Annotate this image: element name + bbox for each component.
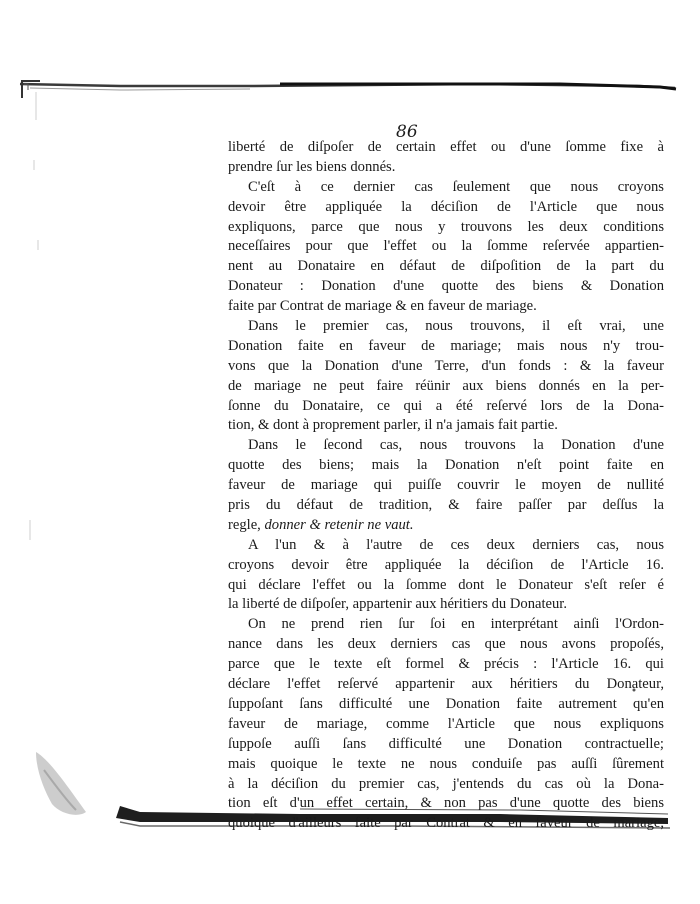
text-line: pris du défaut de tradition, & faire paſſer par deſſus la: [228, 497, 664, 514]
text-line: de mariage ne peut faire réünir aux biens donnés en la per-: [228, 377, 664, 394]
text-line: croyons devoir être appliquée la déciſion de l'Article 16.: [228, 556, 664, 573]
text-line: quotte des biens; mais la Donation n'eſt point faite en: [228, 457, 664, 474]
page-text: [228, 138, 664, 834]
text-line: ſuppoſe auſſi ſans difficulté une Donation contractuelle;: [228, 735, 664, 752]
text-line: A l'un & à l'autre de ces deux derniers cas, nous: [248, 536, 664, 553]
text-line: prendre ſur les biens donnés.: [228, 158, 396, 175]
italic-maxim: donner & retenir ne vaut.: [264, 516, 414, 533]
text-line: faveur de mariage qui puiſſe couvrir le moyen de nullité: [228, 477, 664, 494]
text-line: tion eſt d'un effet certain, & non pas d'une quotte des biens: [228, 795, 664, 812]
text-line: faveur de mariage, comme l'Article que nous expliquons: [228, 715, 664, 732]
text-line: Dans le ſecond cas, nous trouvons la Donation d'une: [248, 437, 664, 454]
text-line: parce que le texte eſt formel & précis : l'Article 16. qui: [228, 656, 664, 673]
text-line: liberté de diſpoſer de certain effet ou d'une ſomme fixe à: [228, 139, 664, 155]
text-line: mais quoique le texte ne nous conduiſe pas auſſi ſûrement: [228, 755, 664, 772]
text-line: expliquons, parce que nous y trouvons les deux conditions: [228, 218, 664, 235]
text-line: nance dans les deux derniers cas que nous avons propoſés,: [228, 636, 664, 653]
text-line: On ne prend rien ſur ſoi en interprétant ainſi l'Ordon-: [248, 616, 664, 633]
page-number: 86: [396, 122, 418, 142]
text-line: devoir être appliquée la déciſion de l'Article que nous: [228, 198, 664, 215]
text-line: C'eſt à ce dernier cas ſeulement que nous croyons: [248, 178, 664, 195]
text-line: tion, & dont à proprement parler, il n'a jamais fait partie.: [228, 417, 558, 434]
text-line: la liberté de diſpoſer, appartenir aux héritiers du Donateur.: [228, 596, 567, 613]
text-line: quoique d'ailleurs faite par Contrat & en faveur de mariage,: [228, 815, 664, 832]
text-line: Donation faite en faveur de mariage; mais nous n'y trou-: [228, 337, 664, 354]
text-line: ſuppoſant ſans difficulté une Donation faite autrement qu'en: [228, 695, 664, 712]
text-line: Donateur : Donation d'une quotte des biens & Donation: [228, 278, 664, 295]
text-line: neceſſaires pour que l'effet ou la ſomme reſervée appartien-: [228, 238, 664, 255]
text-line: qui déclare l'effet ou la ſomme dont le Donateur s'eſt reſer é: [228, 576, 664, 593]
text-line: regle, donner & retenir ne vaut.: [228, 516, 414, 533]
text-line: vons que la Donation d'une Terre, d'un fonds : & la faveur: [228, 357, 664, 374]
text-line: déclare l'effet reſervé appartenir aux héritiers du Donateur,: [228, 676, 664, 693]
text-line: Dans le premier cas, nous trouvons, il eſt vrai, une: [248, 318, 664, 335]
text-line: à la déciſion du premier cas, j'entends du cas où la Dona-: [228, 775, 664, 792]
text-line: ſonne du Donataire, ce qui a été reſervé lors de la Dona-: [228, 397, 664, 414]
text-line: faite par Contrat de mariage & en faveur de mariage.: [228, 298, 537, 315]
text-line: nent au Donataire en défaut de diſpoſition de la part du: [228, 258, 664, 275]
